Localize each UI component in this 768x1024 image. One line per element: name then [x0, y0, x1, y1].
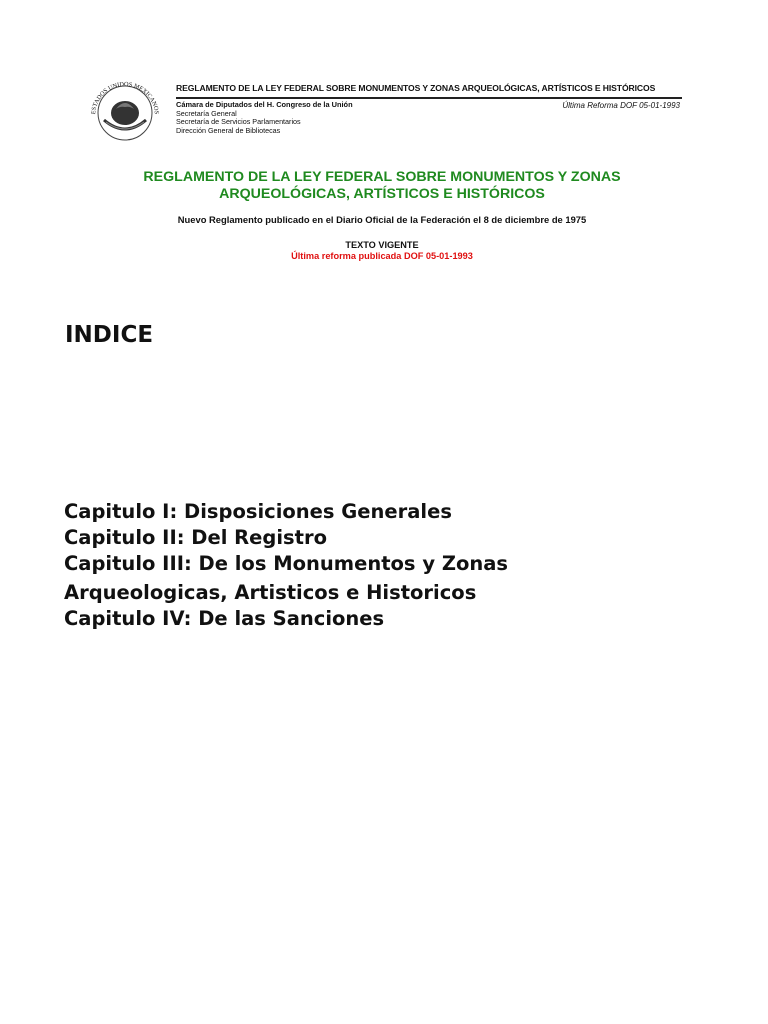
seal-text: ESTADOS UNIDOS MEXICANOS: [90, 80, 160, 115]
table-of-contents: [64, 499, 724, 632]
toc-item-capitulo-3-continuation: Arqueologicas, Artisticos e Historicos: [64, 581, 477, 604]
toc-item-capitulo-4: Capitulo IV: De las Sanciones: [64, 607, 385, 630]
header-line: Cámara de Diputados del H. Congreso de la Unión: [176, 100, 353, 109]
header-last-reform: Última Reforma DOF 05-01-1993: [562, 101, 680, 110]
header-line: Secretaría de Servicios Parlamentarios: [176, 117, 301, 127]
document-title-line: ARQUEOLÓGICAS, ARTÍSTICOS E HISTÓRICOS: [219, 185, 545, 202]
index-heading: INDICE: [65, 322, 154, 348]
header-line: Secretaría General: [176, 108, 237, 118]
publication-note: Nuevo Reglamento publicado en el Diario Oficial de la Federación el 8 de diciembre de 1975: [177, 214, 587, 225]
header-institution-lines: [176, 101, 353, 135]
last-reform-note: Última reforma publicada DOF 05-01-1993: [291, 251, 473, 261]
header-title: REGLAMENTO DE LA LEY FEDERAL SOBRE MONUMENTOS Y ZONAS ARQUEOLÓGICAS, ARTÍSTICOS E HISTÓRICOS: [176, 83, 656, 93]
header-divider: [176, 97, 682, 99]
status-label: TEXTO VIGENTE: [345, 240, 419, 250]
document-title: [100, 169, 664, 202]
header-line: Dirección General de Bibliotecas: [176, 125, 281, 135]
toc-item-capitulo-1: Capitulo I: Disposiciones Generales: [64, 500, 452, 523]
document-title-line: REGLAMENTO DE LA LEY FEDERAL SOBRE MONUMENTOS Y ZONAS: [143, 169, 621, 185]
toc-item-capitulo-3: Capitulo III: De los Monumentos y Zonas: [64, 552, 509, 575]
toc-item-capitulo-2: Capitulo II: Del Registro: [64, 526, 327, 549]
